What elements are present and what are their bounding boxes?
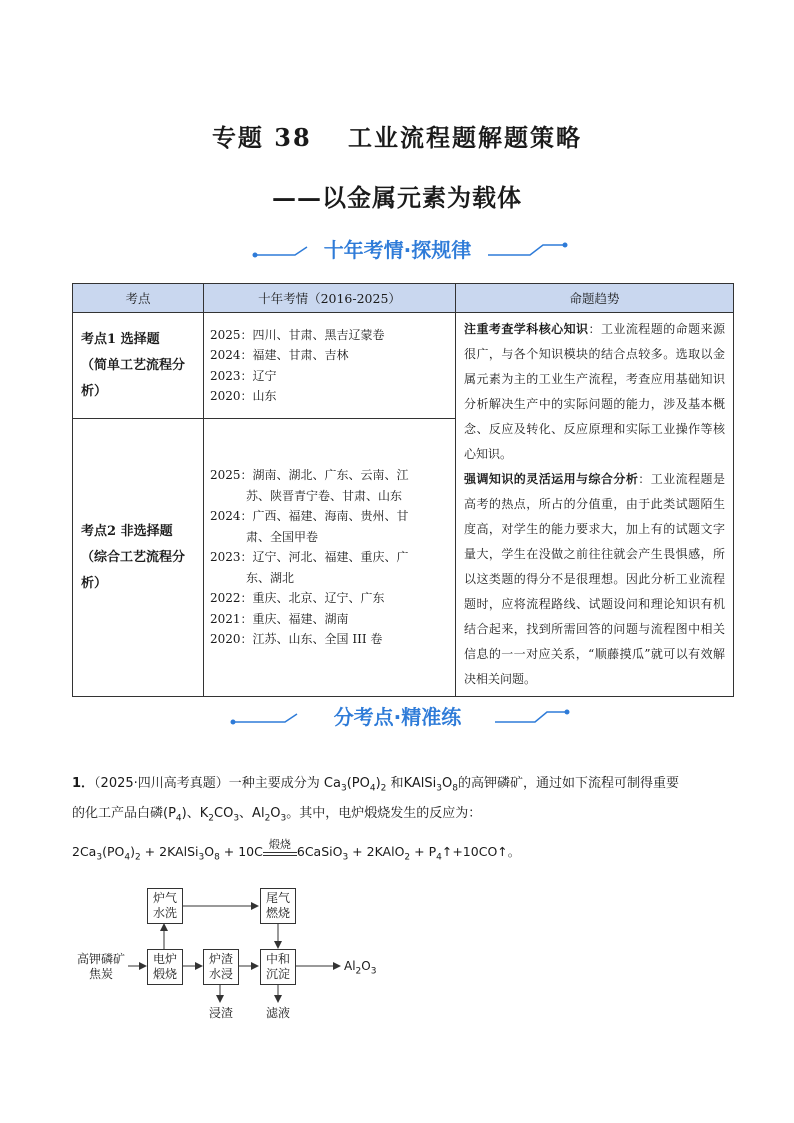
- trend-heading: 强调知识的灵活运用与综合分析: [464, 472, 639, 486]
- flow-input-label: [72, 952, 130, 982]
- banner-title: 分考点·精准练: [333, 705, 462, 729]
- year-entry: 2024：广西、福建、海南、贵州、甘: [210, 509, 409, 524]
- exam-point-desc: （综合工艺流程分: [81, 549, 186, 565]
- box-text: 尾气: [265, 891, 290, 905]
- box-neutralize: [260, 949, 296, 985]
- equation-right: 6CaSiO$_3$ + 2KAlO$_2$ + $P_4↑+10CO↑$。: [296, 844, 521, 863]
- box-text: 炉渣: [208, 952, 233, 966]
- box-text: 炉气: [152, 891, 177, 905]
- question-text: 和: [390, 776, 404, 791]
- year-entry: 2022：重庆、北京、辽宁、广东: [210, 591, 385, 606]
- input-ore: 高钾磷矿: [76, 952, 125, 966]
- box-tail-gas: [260, 888, 296, 924]
- box-text: 水浸: [208, 967, 233, 981]
- flow-output-filtrate: 滤液: [265, 1006, 290, 1020]
- year-entry: 2025：四川、甘肃、黑吉辽蒙卷: [210, 327, 385, 342]
- question-number: 1．: [72, 776, 95, 791]
- year-entry: 2023：辽宁、河北、福建、重庆、广: [210, 550, 409, 565]
- box-slag-leach: [203, 949, 239, 985]
- formula-ca3po42: $Ca_3(PO_4)_2$: [323, 776, 387, 794]
- box-text: 沉淀: [265, 967, 290, 981]
- flow-product-al2o3: $Al_2O_3$: [344, 959, 377, 977]
- exam-point-title: 考点1 选择题: [81, 331, 160, 347]
- box-text: 水洗: [152, 906, 177, 920]
- year-entry: 2020：山东: [210, 389, 277, 404]
- question-text: 的化工产品白磷$(P_4)$、$K_2CO_3$、$Al_2O_3$。其中，电炉煅烧发生的反应为：: [72, 806, 482, 824]
- year-entry: 东、湖北: [210, 570, 295, 585]
- page-subtitle: ——以金属元素为载体: [272, 183, 522, 212]
- year-entry: 2023：辽宁: [210, 368, 277, 383]
- flow-output-residue: 浸渣: [208, 1006, 233, 1020]
- question-text: 一种主要成分为: [228, 776, 320, 791]
- header-cell-years: 十年考情（2016-2025）: [204, 284, 456, 313]
- formula-kalsi3o8: $KAlSi_3O_8$: [403, 776, 458, 794]
- banner-title: 十年考情·探规律: [323, 238, 472, 262]
- box-text: 煅烧: [152, 967, 177, 981]
- exam-point-desc: 析）: [81, 575, 108, 591]
- header-cell-point: 考点: [73, 284, 204, 313]
- exam-point-desc: 析）: [81, 383, 108, 399]
- year-entry: 苏、陕晋青宁卷、甘肃、山东: [210, 488, 403, 503]
- equation-left: $2Ca_3(PO_4)_2$ + $2KAlSi_3O_8 + 10C$: [72, 844, 263, 863]
- header-cell-trend: 命题趋势: [456, 284, 734, 313]
- condition-text: 煅烧: [268, 838, 291, 851]
- year-entry: 2025：湖南、湖北、广东、云南、江: [210, 468, 409, 483]
- year-entry: 2020：江苏、山东、全国 III 卷: [210, 632, 383, 647]
- year-entry: 肃、全国甲卷: [210, 529, 319, 544]
- trend-text: ：工业流程题的命题来源很广，与各个知识模块的结合点较多。选取以金属元素为主的工业生产流程，考查应用基础知识分析解决生产中的实际问题的能力，涉及基本概念、反应及转化、反应原理和实际工业操作等核心知识。: [464, 322, 725, 461]
- input-coke: 焦炭: [88, 967, 113, 981]
- box-text: 电炉: [152, 952, 177, 966]
- exam-point-title: 考点2 非选择题: [81, 523, 173, 539]
- year-entry: 2021：重庆、福建、湖南: [210, 611, 349, 626]
- box-text: 中和: [265, 952, 290, 966]
- year-entry: 2024：福建、甘肃、吉林: [210, 348, 349, 363]
- trend-heading: 注重考查学科核心知识: [464, 322, 589, 336]
- trend-text: ：工业流程题是高考的热点，所占的分值重，由于此类试题陌生度高，对学生的能力要求大，加上有的试题文字量大，学生在没做之前往往就会产生畏惧感，所以这类题的得分不是很理想。因此分析工业流程题时，应将流程路线、试题设问和理论知识有机结合起来，找到所需回答的问题与流程图中相关信息的一一对应关系，“顺藤摸瓜”就可以有效解决相关问题。: [464, 472, 725, 686]
- page-title: 专题 38 工业流程题解题策略: [211, 123, 583, 152]
- question-source: （2025·四川高考真题）: [94, 776, 229, 791]
- question-text: 的高钾磷矿，通过如下流程可制得重要: [457, 776, 679, 791]
- box-furnace: [147, 949, 183, 985]
- box-text: 燃烧: [265, 906, 290, 920]
- box-gas-wash: [147, 888, 183, 924]
- exam-point-desc: （简单工艺流程分: [81, 357, 186, 373]
